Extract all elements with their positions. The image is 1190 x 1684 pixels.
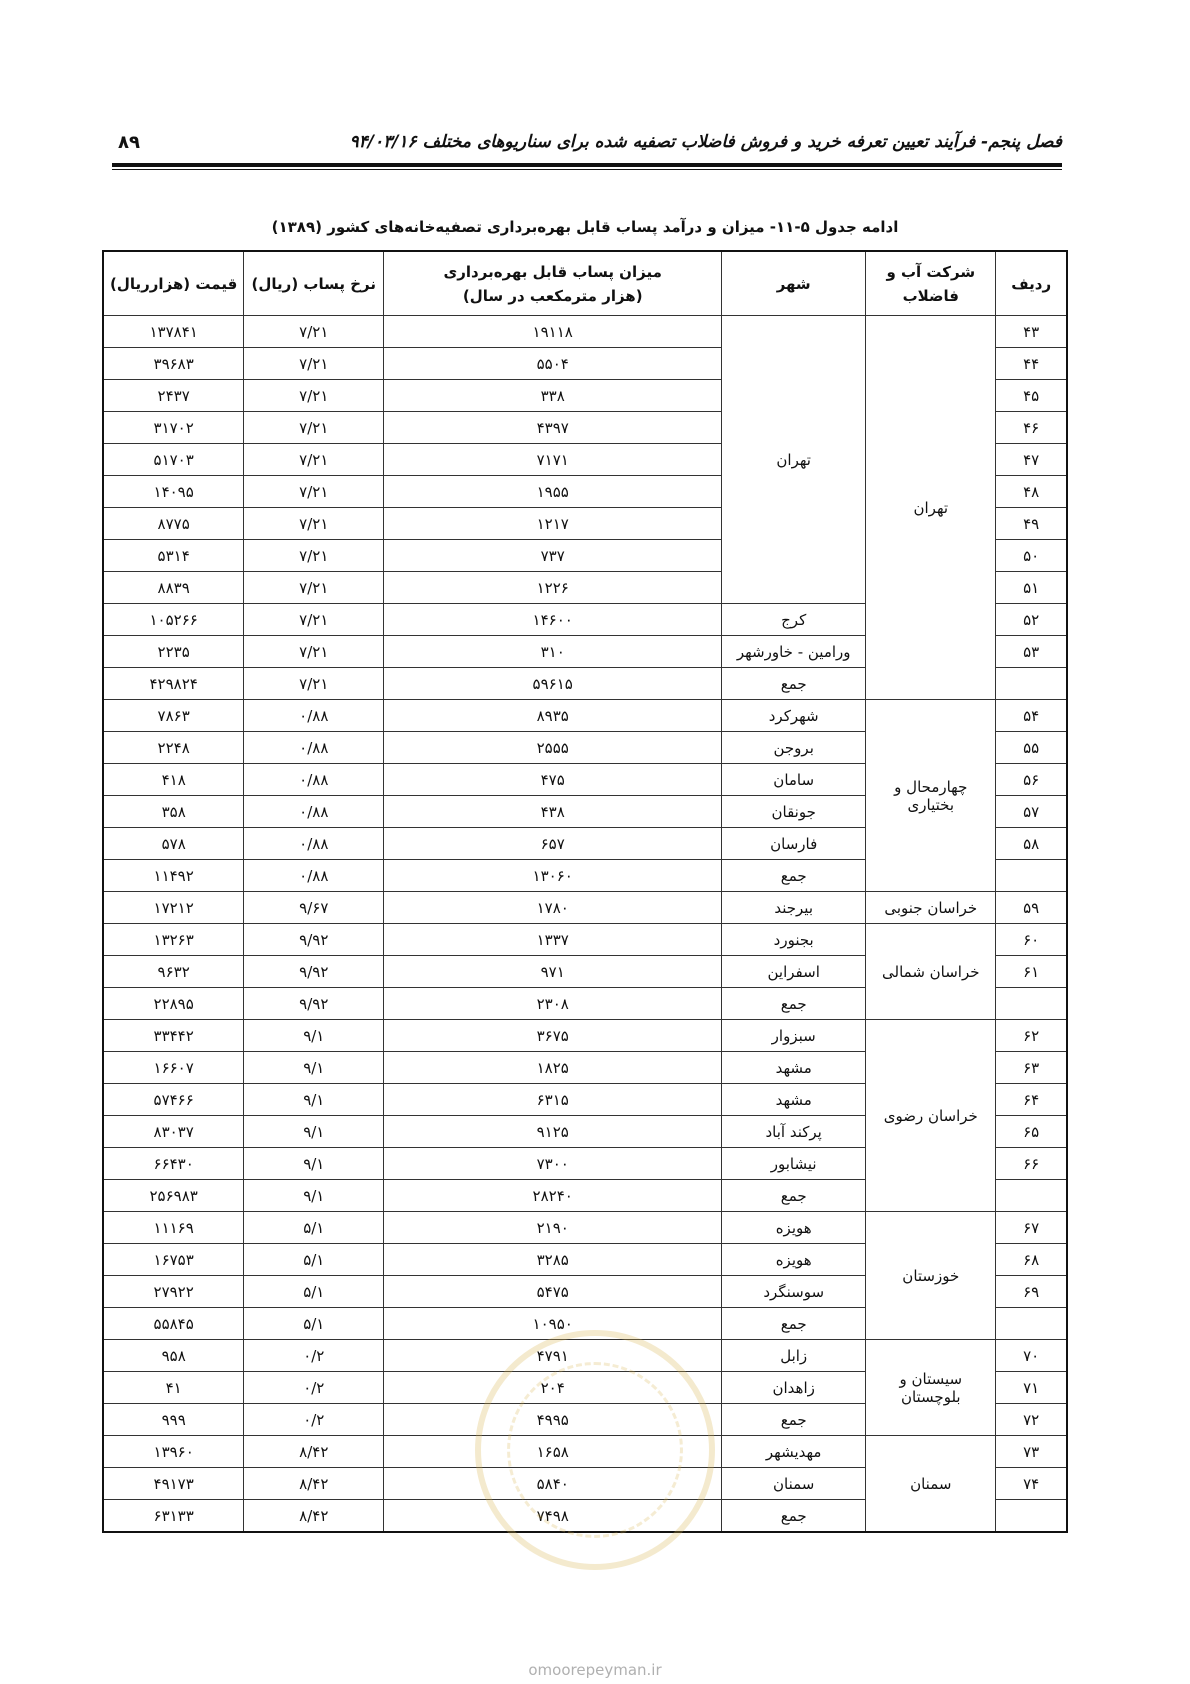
price-cell: ۵۵۸۴۵	[103, 1308, 244, 1340]
price-cell: ۲۴۳۷	[103, 380, 244, 412]
company-name-line1: خراسان رضوی	[883, 1106, 978, 1125]
price-cell: ۸۳۰۳۷	[103, 1116, 244, 1148]
volume-cell: ۲۰۴	[384, 1372, 722, 1404]
company-cell	[866, 892, 996, 924]
rate-cell: ۷/۲۱	[244, 412, 384, 444]
volume-cell: ۷۱۷۱	[384, 444, 722, 476]
price-cell: ۱۴۰۹۵	[103, 476, 244, 508]
rate-cell: ۷/۲۱	[244, 604, 384, 636]
city-cell: جمع	[722, 1308, 866, 1340]
row-index	[996, 668, 1067, 700]
city-cell: مشهد	[722, 1052, 866, 1084]
price-cell: ۱۶۷۵۳	[103, 1244, 244, 1276]
volume-cell: ۴۹۹۵	[384, 1404, 722, 1436]
table-body	[103, 316, 1067, 1533]
row-index: ۴۵	[996, 380, 1067, 412]
price-cell: ۴۹۱۷۳	[103, 1468, 244, 1500]
row-index: ۶۳	[996, 1052, 1067, 1084]
rate-cell: ۰/۸۸	[244, 860, 384, 892]
page-header	[112, 128, 1062, 162]
volume-cell: ۷۴۹۸	[384, 1500, 722, 1533]
row-index: ۵۰	[996, 540, 1067, 572]
city-cell: زابل	[722, 1340, 866, 1372]
city-cell: بیرجند	[722, 892, 866, 924]
price-cell: ۲۲۸۹۵	[103, 988, 244, 1020]
table-row	[103, 316, 1067, 348]
volume-cell: ۳۶۷۵	[384, 1020, 722, 1052]
volume-cell: ۹۷۱	[384, 956, 722, 988]
volume-cell: ۵۸۴۰	[384, 1468, 722, 1500]
price-cell: ۴۲۹۸۲۴	[103, 668, 244, 700]
price-cell: ۶۳۱۳۳	[103, 1500, 244, 1533]
city-cell: جمع	[722, 1180, 866, 1212]
rate-cell: ۵/۱	[244, 1244, 384, 1276]
row-index: ۴۶	[996, 412, 1067, 444]
price-cell: ۲۵۶۹۸۳	[103, 1180, 244, 1212]
rate-cell: ۹/۱	[244, 1116, 384, 1148]
row-index: ۵۳	[996, 636, 1067, 668]
row-index: ۵۷	[996, 796, 1067, 828]
city-cell: هویزه	[722, 1244, 866, 1276]
company-cell	[866, 1212, 996, 1340]
header-rate: نرخ پساب (ریال)	[244, 251, 384, 316]
price-cell: ۸۷۷۵	[103, 508, 244, 540]
volume-cell: ۲۳۰۸	[384, 988, 722, 1020]
rate-cell: ۷/۲۱	[244, 572, 384, 604]
wastewater-table	[102, 250, 1068, 1533]
volume-cell: ۱۸۲۵	[384, 1052, 722, 1084]
row-index: ۵۵	[996, 732, 1067, 764]
rate-cell: ۹/۱	[244, 1180, 384, 1212]
volume-cell: ۶۳۱۵	[384, 1084, 722, 1116]
row-index: ۶۵	[996, 1116, 1067, 1148]
row-index: ۷۱	[996, 1372, 1067, 1404]
price-cell: ۳۵۸	[103, 796, 244, 828]
price-cell: ۸۸۳۹	[103, 572, 244, 604]
price-cell: ۹۵۸	[103, 1340, 244, 1372]
company-name-line2: بختیاری	[907, 795, 954, 814]
rate-cell: ۰/۲	[244, 1340, 384, 1372]
rate-cell: ۷/۲۱	[244, 348, 384, 380]
city-cell: جمع	[722, 668, 866, 700]
row-index: ۴۹	[996, 508, 1067, 540]
rate-cell: ۷/۲۱	[244, 668, 384, 700]
price-cell: ۲۲۳۵	[103, 636, 244, 668]
header-company-line1: شرکت آب و	[886, 262, 976, 281]
city-cell: سمنان	[722, 1468, 866, 1500]
company-name-line1: خوزستان	[902, 1266, 960, 1285]
volume-cell: ۳۲۸۵	[384, 1244, 722, 1276]
rate-cell: ۰/۸۸	[244, 700, 384, 732]
rate-cell: ۸/۴۲	[244, 1468, 384, 1500]
price-cell: ۶۶۴۳۰	[103, 1148, 244, 1180]
rate-cell: ۰/۸۸	[244, 764, 384, 796]
city-cell: سامان	[722, 764, 866, 796]
rate-cell: ۹/۱	[244, 1020, 384, 1052]
company-name-line1: خراسان جنوبی	[884, 898, 978, 917]
rate-cell: ۰/۸۸	[244, 732, 384, 764]
row-index: ۶۰	[996, 924, 1067, 956]
rate-cell: ۹/۶۷	[244, 892, 384, 924]
city-cell: مهدیشهر	[722, 1436, 866, 1468]
volume-cell: ۱۲۲۶	[384, 572, 722, 604]
rate-cell: ۷/۲۱	[244, 380, 384, 412]
header-price: قیمت (هزارریال)	[103, 251, 244, 316]
company-cell	[866, 924, 996, 1020]
row-index: ۶۶	[996, 1148, 1067, 1180]
row-index: ۵۸	[996, 828, 1067, 860]
row-index: ۴۷	[996, 444, 1067, 476]
volume-cell: ۱۳۰۶۰	[384, 860, 722, 892]
volume-cell: ۷۳۰۰	[384, 1148, 722, 1180]
city-cell: شهرکرد	[722, 700, 866, 732]
city-cell: فارسان	[722, 828, 866, 860]
price-cell: ۱۳۹۶۰	[103, 1436, 244, 1468]
rate-cell: ۰/۲	[244, 1372, 384, 1404]
row-index: ۵۱	[996, 572, 1067, 604]
volume-cell: ۴۳۸	[384, 796, 722, 828]
rate-cell: ۷/۲۱	[244, 636, 384, 668]
city-cell: سوسنگرد	[722, 1276, 866, 1308]
volume-cell: ۹۱۲۵	[384, 1116, 722, 1148]
company-name-line1: سمنان	[910, 1474, 952, 1493]
rate-cell: ۹/۱	[244, 1148, 384, 1180]
volume-cell: ۲۵۵۵	[384, 732, 722, 764]
rate-cell: ۹/۱	[244, 1084, 384, 1116]
row-index: ۶۲	[996, 1020, 1067, 1052]
row-index: ۵۶	[996, 764, 1067, 796]
rate-cell: ۵/۱	[244, 1276, 384, 1308]
table-row	[103, 1212, 1067, 1244]
city-cell: جمع	[722, 1500, 866, 1533]
rate-cell: ۸/۴۲	[244, 1500, 384, 1533]
price-cell: ۳۹۶۸۳	[103, 348, 244, 380]
price-cell: ۱۰۵۲۶۶	[103, 604, 244, 636]
row-index: ۶۹	[996, 1276, 1067, 1308]
price-cell: ۹۹۹	[103, 1404, 244, 1436]
city-cell: بجنورد	[722, 924, 866, 956]
header-rule-thick	[112, 163, 1062, 167]
company-name-line1: خراسان شمالی	[882, 962, 980, 981]
row-index: ۴۳	[996, 316, 1067, 348]
price-cell: ۲۲۴۸	[103, 732, 244, 764]
rate-cell: ۰/۸۸	[244, 796, 384, 828]
company-cell	[866, 1020, 996, 1212]
volume-cell: ۵۴۷۵	[384, 1276, 722, 1308]
city-cell: جمع	[722, 1404, 866, 1436]
row-index	[996, 1180, 1067, 1212]
rate-cell: ۹/۹۲	[244, 988, 384, 1020]
city-cell: کرج	[722, 604, 866, 636]
rate-cell: ۹/۱	[244, 1052, 384, 1084]
row-index: ۷۲	[996, 1404, 1067, 1436]
price-cell: ۵۱۷۰۳	[103, 444, 244, 476]
city-cell: زاهدان	[722, 1372, 866, 1404]
price-cell: ۱۶۶۰۷	[103, 1052, 244, 1084]
row-index: ۷۴	[996, 1468, 1067, 1500]
row-index: ۵۹	[996, 892, 1067, 924]
volume-cell: ۳۱۰	[384, 636, 722, 668]
volume-cell: ۲۸۲۴۰	[384, 1180, 722, 1212]
company-cell	[866, 1340, 996, 1436]
volume-cell: ۴۷۵	[384, 764, 722, 796]
company-name-line1: سیستان و	[899, 1369, 963, 1388]
city-cell: سبزوار	[722, 1020, 866, 1052]
rate-cell: ۵/۱	[244, 1212, 384, 1244]
header-idx: ردیف	[996, 251, 1067, 316]
volume-cell: ۲۱۹۰	[384, 1212, 722, 1244]
row-index	[996, 1500, 1067, 1533]
table-row	[103, 892, 1067, 924]
price-cell: ۱۱۴۹۲	[103, 860, 244, 892]
header-rule-thin	[112, 169, 1062, 170]
row-index: ۶۸	[996, 1244, 1067, 1276]
volume-cell: ۶۵۷	[384, 828, 722, 860]
row-index: ۶۴	[996, 1084, 1067, 1116]
header-volume	[384, 251, 722, 316]
rate-cell: ۹/۹۲	[244, 924, 384, 956]
price-cell: ۴۱۸	[103, 764, 244, 796]
page-number: ۸۹	[118, 132, 140, 153]
header-company	[866, 251, 996, 316]
price-cell: ۴۱	[103, 1372, 244, 1404]
city-cell: جونقان	[722, 796, 866, 828]
table-row	[103, 1340, 1067, 1372]
volume-cell: ۳۳۸	[384, 380, 722, 412]
company-name-line1: چهارمحال و	[894, 777, 968, 796]
row-index: ۷۰	[996, 1340, 1067, 1372]
row-index: ۴۸	[996, 476, 1067, 508]
volume-cell: ۴۷۹۱	[384, 1340, 722, 1372]
rate-cell: ۷/۲۱	[244, 444, 384, 476]
volume-cell: ۵۹۶۱۵	[384, 668, 722, 700]
row-index: ۵۴	[996, 700, 1067, 732]
row-index: ۴۴	[996, 348, 1067, 380]
rate-cell: ۷/۲۱	[244, 316, 384, 348]
header-volume-line1: میزان پساب قابل بهره‌برداری	[443, 262, 662, 281]
price-cell: ۷۸۶۳	[103, 700, 244, 732]
rate-cell: ۹/۹۲	[244, 956, 384, 988]
volume-cell: ۱۳۳۷	[384, 924, 722, 956]
company-name-line1: تهران	[913, 498, 949, 517]
rate-cell: ۰/۲	[244, 1404, 384, 1436]
volume-cell: ۱۷۸۰	[384, 892, 722, 924]
price-cell: ۱۷۲۱۲	[103, 892, 244, 924]
price-cell: ۱۳۲۶۳	[103, 924, 244, 956]
price-cell: ۱۳۷۸۴۱	[103, 316, 244, 348]
rate-cell: ۸/۴۲	[244, 1436, 384, 1468]
row-index	[996, 988, 1067, 1020]
city-cell: مشهد	[722, 1084, 866, 1116]
volume-cell: ۵۵۰۴	[384, 348, 722, 380]
volume-cell: ۱۹۵۵	[384, 476, 722, 508]
volume-cell: ۱۹۱۱۸	[384, 316, 722, 348]
price-cell: ۹۶۳۲	[103, 956, 244, 988]
table-row	[103, 700, 1067, 732]
city-cell: تهران	[722, 316, 866, 604]
price-cell: ۵۷۴۶۶	[103, 1084, 244, 1116]
chapter-title: فصل پنجم- فرآیند تعیین تعرفه خرید و فروش فاضلاب تصفیه شده برای سناریوهای مختلف ۹۴/۰۳/۱۶	[349, 132, 1062, 152]
row-index: ۵۲	[996, 604, 1067, 636]
rate-cell: ۷/۲۱	[244, 508, 384, 540]
price-cell: ۲۷۹۲۲	[103, 1276, 244, 1308]
volume-cell: ۸۹۳۵	[384, 700, 722, 732]
price-cell: ۳۳۴۴۲	[103, 1020, 244, 1052]
city-cell: هویزه	[722, 1212, 866, 1244]
header-company-line2: فاضلاب	[902, 286, 959, 305]
company-cell	[866, 700, 996, 892]
row-index: ۷۳	[996, 1436, 1067, 1468]
price-cell: ۱۱۱۶۹	[103, 1212, 244, 1244]
table-row	[103, 924, 1067, 956]
header-city: شهر	[722, 251, 866, 316]
city-cell: ورامین - خاورشهر	[722, 636, 866, 668]
price-cell: ۵۷۸	[103, 828, 244, 860]
header-volume-line2: (هزار مترمکعب در سال)	[462, 286, 643, 305]
city-cell: اسفراین	[722, 956, 866, 988]
row-index	[996, 860, 1067, 892]
row-index: ۶۱	[996, 956, 1067, 988]
volume-cell: ۷۳۷	[384, 540, 722, 572]
rate-cell: ۰/۸۸	[244, 828, 384, 860]
rate-cell: ۷/۲۱	[244, 540, 384, 572]
volume-cell: ۱۲۱۷	[384, 508, 722, 540]
company-cell	[866, 316, 996, 700]
city-cell: نیشابور	[722, 1148, 866, 1180]
table-row	[103, 1436, 1067, 1468]
volume-cell: ۴۳۹۷	[384, 412, 722, 444]
row-index: ۶۷	[996, 1212, 1067, 1244]
city-cell: جمع	[722, 860, 866, 892]
volume-cell: ۱۶۵۸	[384, 1436, 722, 1468]
city-cell: جمع	[722, 988, 866, 1020]
city-cell: بروجن	[722, 732, 866, 764]
company-cell	[866, 1436, 996, 1533]
volume-cell: ۱۴۶۰۰	[384, 604, 722, 636]
row-index	[996, 1308, 1067, 1340]
table-row	[103, 1020, 1067, 1052]
company-name-line2: بلوچستان	[900, 1387, 961, 1406]
volume-cell: ۱۰۹۵۰	[384, 1308, 722, 1340]
city-cell: پرکند آباد	[722, 1116, 866, 1148]
price-cell: ۵۳۱۴	[103, 540, 244, 572]
table-caption: ادامه جدول ۵-۱۱- میزان و درآمد پساب قابل بهره‌برداری تصفیه‌خانه‌های کشور (۱۳۸۹)	[271, 218, 899, 236]
rate-cell: ۷/۲۱	[244, 476, 384, 508]
table-header-row	[103, 251, 1067, 316]
price-cell: ۳۱۷۰۲	[103, 412, 244, 444]
footer-site: omoorepeyman.ir	[528, 1661, 662, 1679]
rate-cell: ۵/۱	[244, 1308, 384, 1340]
